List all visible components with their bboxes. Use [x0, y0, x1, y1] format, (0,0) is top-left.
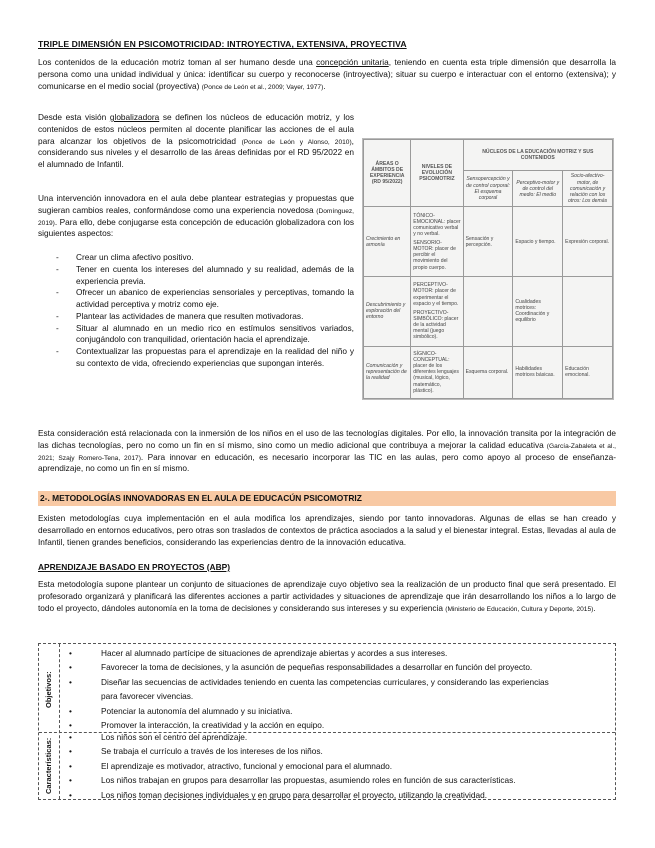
technology-text-1: Esta consideración está relacionada con la inmersión de los niños en el uso de las tecnologías digitales. Por ello, la innovación transita por la integración de las dichas tecnologías, pero no como un fin en sí mismo, sino como un medio adicional que contribuya a mejorar la calidad educativa [38, 428, 616, 450]
level-a: SÍGNICO-CONCEPTUAL: placer de los diferentes lenguajes (musical, lógico, matemático, plástico). [413, 350, 459, 394]
abp-paragraph [38, 579, 616, 614]
technology-citation: (García-Zabaleta et al., 2021; Szajy Romero-Tena, 2017) [38, 442, 616, 462]
header-nuclei: NÚCLEOS DE LA EDUCACIÓN MOTRIZ Y SUS CONTENIDOS [463, 140, 612, 171]
aspects-list [38, 252, 354, 370]
level-b: PROYECTIVO-SIMBÓLICO: placer de la actividad mental (juego simbólico). [413, 309, 459, 341]
table-row [364, 277, 613, 347]
globalized-citation: (Ponce de León y Alonso, 2010) [241, 138, 352, 146]
objective-text: Potenciar la autonomía del alumnado y su iniciativa. [101, 705, 293, 716]
characteristic-text: Los niños son el centro del aprendizaje. [101, 732, 248, 742]
intro-citation: (Ponce de León et al., 2009; Vayer, 1977) [201, 83, 324, 91]
objective-text: Hacer al alumnado partícipe de situaciones de aprendizaje abiertas y acordes a sus intereses. [101, 648, 448, 658]
table-row [364, 207, 613, 277]
level-b: SENSORIO-MOTOR: placer de percibir el movimiento del propio cuerpo. [413, 240, 456, 271]
intro-text-3: . [323, 80, 326, 91]
header-levels: NIVELES DE EVOLUCIÓN PSICOMOTRIZ [411, 140, 463, 207]
objectives-list [63, 646, 549, 732]
intro-paragraph [38, 57, 616, 92]
list-item: • El aprendizaje es motivador, atractivo, funcional y emocional para el alumnado. [69, 760, 393, 771]
row-area: Crecimiento en armonía [364, 207, 411, 277]
level-a: PERCEPTIVO-MOTOR: placer de experimentar el espacio y el tiempo. [413, 282, 459, 307]
characteristic-text: El aprendizaje es motivador, atractivo, funcional y emocional para el alumnado. [101, 760, 393, 771]
row-cell: Expresión corporal. [563, 207, 613, 277]
section-title: TRIPLE DIMENSIÓN EN PSICOMOTRICIDAD: INTROYECTIVA, EXTENSIVA, PROYECTIVA [38, 39, 407, 49]
list-item: - Crear un clima afectivo positivo. [56, 252, 194, 262]
objective-text: Promover la interacción, la creatividad y la acción en equipo. [101, 720, 325, 731]
characteristics-list [63, 730, 516, 802]
section-heading-bar: 2-. METODOLOGÍAS INNOVADORAS EN EL AULA DE EDUCACÚN PSICOMOTRIZ [38, 491, 616, 506]
row-area: Comunicación y representación de la realidad [364, 346, 411, 398]
aspect-text: Situar al alumnado en un medio rico en estímulos sensitivos variados, conjugándolo con tranquilidad, orientación hacia el aprendizaje. [76, 322, 354, 345]
row-cell [463, 277, 513, 347]
innovative-paragraph [38, 193, 354, 240]
innovative-citation: (Domínguez, 2019) [38, 207, 354, 227]
intro-text-1: Los contenidos de la educación motriz toman al ser humano desde una [38, 57, 317, 67]
level-a: TÓNICO-EMOCIONAL: placer comunicativo verbal y no verbal. [413, 212, 461, 237]
list-item: • Promover la interacción, la creatividad y la acción en equipo. [69, 720, 325, 731]
header-col3: Socio-afectivo-motor, de comunicación y relación con los otros: Los demás [563, 171, 613, 207]
list-item: - Ofrecer un abanico de experiencias sensoriales y perceptivas, tomando la actividad perceptiva y motriz como eje. [56, 287, 354, 310]
header-col1: Sensopercepción y de control corporal: El esquema corporal [463, 171, 513, 207]
nuclei-table-figure [362, 138, 614, 400]
row-cell: Sensación y percepción. [463, 207, 513, 277]
aspect-text: Contextualizar las propuestas para el aprendizaje en la realidad del niño y su contexto de vida, ofreciendo experiencias que supongan interés. [76, 346, 354, 369]
header-areas: ÁREAS O ÁMBITOS DE EXPERIENCIA (RD 95/2022) [364, 140, 411, 207]
list-item: • Potenciar la autonomía del alumnado y su iniciativa. [69, 705, 293, 716]
abp-summary-box [38, 643, 616, 800]
row-cell: Cualidades motrices: Coordinación y equilibrio [513, 277, 563, 347]
row-cell: Habilidades motrices básicas. [513, 346, 563, 398]
row-levels [411, 277, 463, 347]
globalized-paragraph [38, 112, 354, 171]
aspect-text: Tener en cuenta los intereses del alumnado y su realidad, además de la experiencia previa. [76, 263, 354, 286]
list-item: • Diseñar las secuencias de actividades teniendo en cuenta las competencias curriculares, y considerando las experiencias [69, 676, 549, 687]
characteristic-text: Los niños toman decisiones individuales y en grupo para desarrollar el proyecto, utilizando la creatividad. [101, 789, 488, 800]
row-cell: Espacio y tiempo. [513, 207, 563, 277]
list-item: - Plantear las actividades de manera que resulten motivadoras. [56, 310, 304, 321]
abp-text-1: Esta metodología supone plantear un conjunto de situaciones de aprendizaje cuyo objetivo sea la realización de un producto final que será presentado. El profesorado organizará y planificará las diferentes acciones a partir actividades y situaciones de aprendizaje que irán desarrollando los niños a lo largo de todo el proyecto, dándoles autonomía en la toma de decisiones y considerando sus intereses y su experiencia [38, 579, 616, 613]
row-levels [411, 346, 463, 398]
row-cell: Esquema corporal. [463, 346, 513, 398]
nuclei-table [363, 139, 613, 399]
intro-underlined-term: concepción unitaria [316, 57, 389, 67]
table-row [364, 346, 613, 398]
technology-paragraph [38, 428, 616, 475]
list-item: - Contextualizar las propuestas para el aprendizaje en la realidad del niño y su contexto de vida, ofreciendo experiencias que supongan interés. [56, 346, 354, 369]
header-col2: Perceptivo-motor y de control del medio: El medio [513, 171, 563, 207]
row-area: Descubrimiento y exploración del entorno [364, 277, 411, 347]
characteristics-label: Características: [44, 737, 53, 794]
box-vertical-divider [59, 644, 60, 799]
aspect-text: Plantear las actividades de manera que resulten motivadoras. [76, 310, 304, 321]
characteristic-text: Los niños trabajan en grupos para desarrollar las propuestas, asumiendo roles en función de sus características. [101, 775, 516, 786]
abp-heading: APRENDIZAJE BASADO EN PROYECTOS (ABP) [38, 562, 231, 572]
list-item: • Favorecer la toma de decisiones, y la asunción de pequeñas responsabilidades a desarrollar en función del proyecto. [69, 662, 533, 673]
list-item: • Los niños son el centro del aprendizaje. [69, 732, 248, 742]
row-levels [411, 207, 463, 277]
list-item [63, 689, 549, 703]
intro-text-2: , teniendo en cuenta esta triple dimensión que desarrolla la persona como una unidad individual y única: identificar su cuerpo y reconocerse (introyectiva); situar su cuerpo e interactuar con el entorno (extensiva); y comunicarse en el medio social (proyectiva) [38, 57, 616, 91]
characteristic-text: Se trabaja el currículo a través de los intereses de los niños. [101, 746, 323, 757]
list-item: • Hacer al alumnado partícipe de situaciones de aprendizaje abiertas y acordes a sus intereses. [69, 648, 448, 658]
objective-text-continued: para favorecer vivencias. [101, 691, 194, 702]
abp-citation: (Ministerio de Educación, Cultura y Deporte, 2015) [445, 605, 594, 613]
row-cell: Educación emocional. [563, 346, 613, 398]
globalized-underlined-term: globalizadora [109, 112, 160, 122]
list-item: • Los niños trabajan en grupos para desarrollar las propuestas, asumiendo roles en función de sus características. [69, 775, 516, 786]
objective-text: Favorecer la toma de decisiones, y la asunción de pequeñas responsabilidades a desarrollar en función del proyecto. [101, 662, 533, 673]
globalized-text-3: , considerando sus niveles y el desarrollo de las áreas definidas por el RD 95/2022 en el alumnado de Infantil. [38, 135, 354, 170]
list-item: - Tener en cuenta los intereses del alumnado y su realidad, además de la experiencia previa. [56, 263, 354, 286]
aspect-text: Ofrecer un abanico de experiencias sensoriales y perceptivas, tomando la actividad perceptiva y motriz como eje. [76, 287, 354, 310]
list-item: • Se trabaja el currículo a través de los intereses de los niños. [69, 746, 323, 757]
methods-paragraph: Existen metodologías cuya implementación en el aula modifica los aprendizajes, siendo por tanto innovadoras. Algunas de ellas se han creado y desarrollado en entornos educativos, pero otras son traslados de contextos de práctica asociados a la salud y el bienestar integral. Estas, llevadas al aula de Infantil, tienen grandes beneficios, considerando las experiencias dentro de la innovación educativa. [38, 513, 616, 547]
technology-text-2: . Para innovar en educación, es necesario incorporar las TIC en las aulas, pero como apoyo al proceso de enseñanza-aprendizaje, no como un fin en sí mismo. [38, 451, 617, 474]
row-cell [563, 277, 613, 347]
innovative-text-2: . Para ello, debe conjugarse esta concepción de educación globalizadora con los siguientes aspectos: [38, 216, 354, 239]
objective-text: Diseñar las secuencias de actividades teniendo en cuenta las competencias curriculares, y considerando las experiencias [101, 676, 549, 687]
innovative-text-1: Una intervención innovadora en el aula debe plantear estrategias y propuestas que sugieran cambios reales, conformándose como una experiencia novedosa [38, 193, 354, 215]
abp-text-2: . [593, 602, 596, 613]
globalized-text-2: se definen los núcleos de educación motriz, y los contenidos de estos núcleos permiten al docente planificar las acciones de el aula para alcanzar los objetivos de la psicomotricidad [38, 112, 355, 146]
objectives-label: Objetivos: [44, 671, 53, 708]
list-item: - Situar al alumnado en un medio rico en estímulos sensitivos variados, conjugándolo con tranquilidad, orientación hacia el aprendizaje. [56, 322, 354, 345]
list-item: • Los niños toman decisiones individuales y en grupo para desarrollar el proyecto, utilizando la creatividad. [69, 789, 488, 800]
aspect-text: Crear un clima afectivo positivo. [76, 252, 194, 262]
globalized-text-1: Desde esta visión [38, 112, 110, 122]
